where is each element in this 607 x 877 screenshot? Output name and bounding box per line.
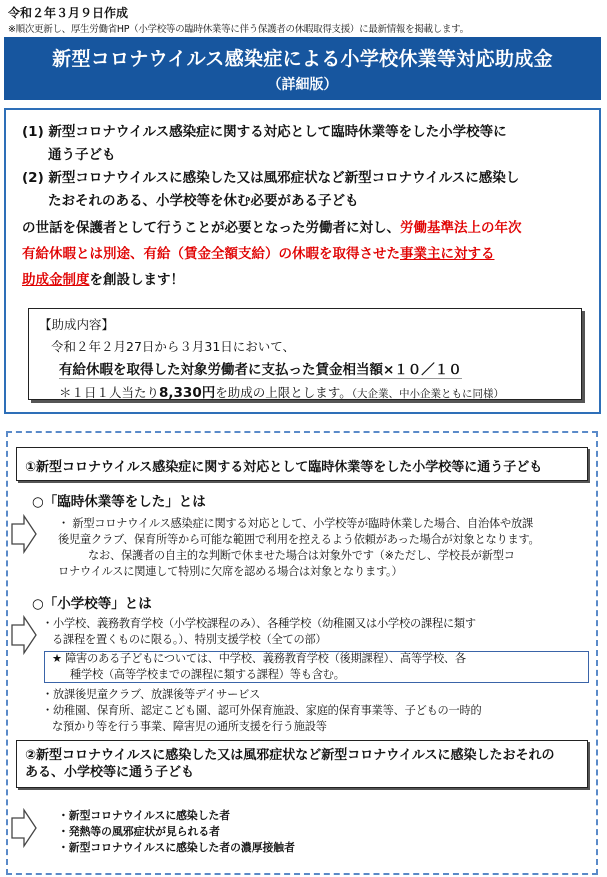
right-arrow-icon — [10, 808, 38, 848]
support-cap — [59, 381, 504, 401]
intro-text: を創設します！ — [89, 272, 184, 288]
right-arrow-icon — [10, 514, 38, 554]
body-line: ・ 新型コロナウイルス感染症に関する対応として、小学校等が臨時休業した場合、自治体や放課 — [58, 517, 533, 530]
body-line: なお、保護者の自主的な判断で休ませた場合は対象外です（※ただし、学校長が新型コ — [88, 549, 515, 562]
body-line: ・放課後児童クラブ、放課後等デイサービス — [42, 688, 261, 701]
intro-line: (1) 新型コロナウイルス感染症に関する対応として臨時休業等をした小学校等に — [22, 124, 507, 140]
section1-heading: ①新型コロナウイルス感染症に関する対応として臨時休業等をした小学校等に通う子ども — [16, 447, 588, 481]
section2-heading-line: ②新型コロナウイルスに感染した又は風邪症状など新型コロナウイルスに感染したおそれの — [25, 748, 555, 763]
page-title: 新型コロナウイルス感染症による小学校休業等対応助成金 — [52, 48, 553, 70]
intro-emphasis: 助成金制度 — [22, 272, 90, 288]
intro-line: (2) 新型コロナウイルスに感染した又は風邪症状など新型コロナウイルスに感染し — [22, 170, 520, 186]
intro-line — [22, 268, 184, 288]
intro-line: たおそれのある、小学校等を休む必要がある子ども — [48, 193, 359, 209]
body-line: な預かり等を行う事業、障害児の通所支援を行う施設等 — [52, 720, 327, 733]
cap-amount: 8,330円 — [159, 385, 216, 401]
cap-text: を助成の上限とします。 — [215, 385, 352, 400]
cap-note: （大企業、中小企業ともに同様） — [351, 388, 504, 400]
intro-text: の世話を保護者として行うことが必要となった労働者に対し、 — [22, 220, 400, 236]
body-line: 種学校（高等学校までの課程に類する課程）等も含む。 — [70, 668, 345, 681]
page-subtitle: （詳細版） — [267, 77, 338, 93]
body-line: 後児童クラブ、保育所等から可能な範囲で利用を控えるよう依頼があった場合が対象となります。 — [58, 533, 540, 546]
section2-heading — [16, 740, 588, 788]
body-line: ロナウイルスに関連して特別に欠席を認める場合は対象となります。） — [58, 565, 403, 578]
support-heading: 【助成内容】 — [39, 317, 115, 332]
intro-line — [22, 242, 495, 262]
intro-line: 通う子ども — [48, 147, 116, 163]
list-item: ・新型コロナウイルスに感染した者 — [58, 809, 231, 822]
update-note: ※順次更新し、厚生労働省HP（小学校等の臨時休業等に伴う保護者の休暇取得支援）に最新情報を掲載します。 — [8, 24, 469, 35]
section1-sub2-title: ○「小学校等」とは — [32, 596, 152, 612]
support-details-box — [28, 308, 582, 400]
intro-emphasis: 有給休暇とは別途、有給（賃金全額支給）の休暇を取得させた — [22, 246, 400, 262]
section2-list — [58, 808, 295, 856]
body-line: ・小学校、義務教育学校（小学校課程のみ）、各種学校（幼稚園又は小学校の課程に類す — [42, 617, 476, 630]
section2-heading-line: ある、小学校等に通う子ども — [25, 765, 195, 780]
creation-date: 令和２年３月９日作成 — [8, 6, 129, 20]
section1-sub1-title: ○「臨時休業等をした」とは — [32, 494, 206, 510]
right-arrow-icon — [10, 615, 38, 655]
intro-emphasis: 労働基準法上の年次 — [400, 220, 522, 236]
intro-emphasis: 事業主に対する — [400, 246, 495, 262]
body-line: ・幼稚園、保育所、認定こども園、認可外保育施設、家庭的保育事業等、子どもの一時的 — [42, 704, 482, 717]
list-item: ・発熱等の風邪症状が見られる者 — [58, 825, 220, 838]
support-period: 令和２年２月27日から３月31日において、 — [51, 339, 296, 354]
intro-line — [22, 216, 522, 236]
title-banner — [4, 37, 601, 100]
body-line: ★ 障害のある子どもについては、中学校、義務教育学校（後期課程）、高等学校、各 — [52, 652, 466, 665]
support-rate: 有給休暇を取得した対象労働者に支払った賃金相当額×１０／１０ — [59, 358, 462, 379]
cap-text: ＊１日１人当たり — [59, 385, 160, 400]
body-line: る課程を置くものに限る。）、特別支援学校（全ての部） — [52, 633, 327, 646]
list-item: ・新型コロナウイルスに感染した者の濃厚接触者 — [58, 841, 295, 854]
